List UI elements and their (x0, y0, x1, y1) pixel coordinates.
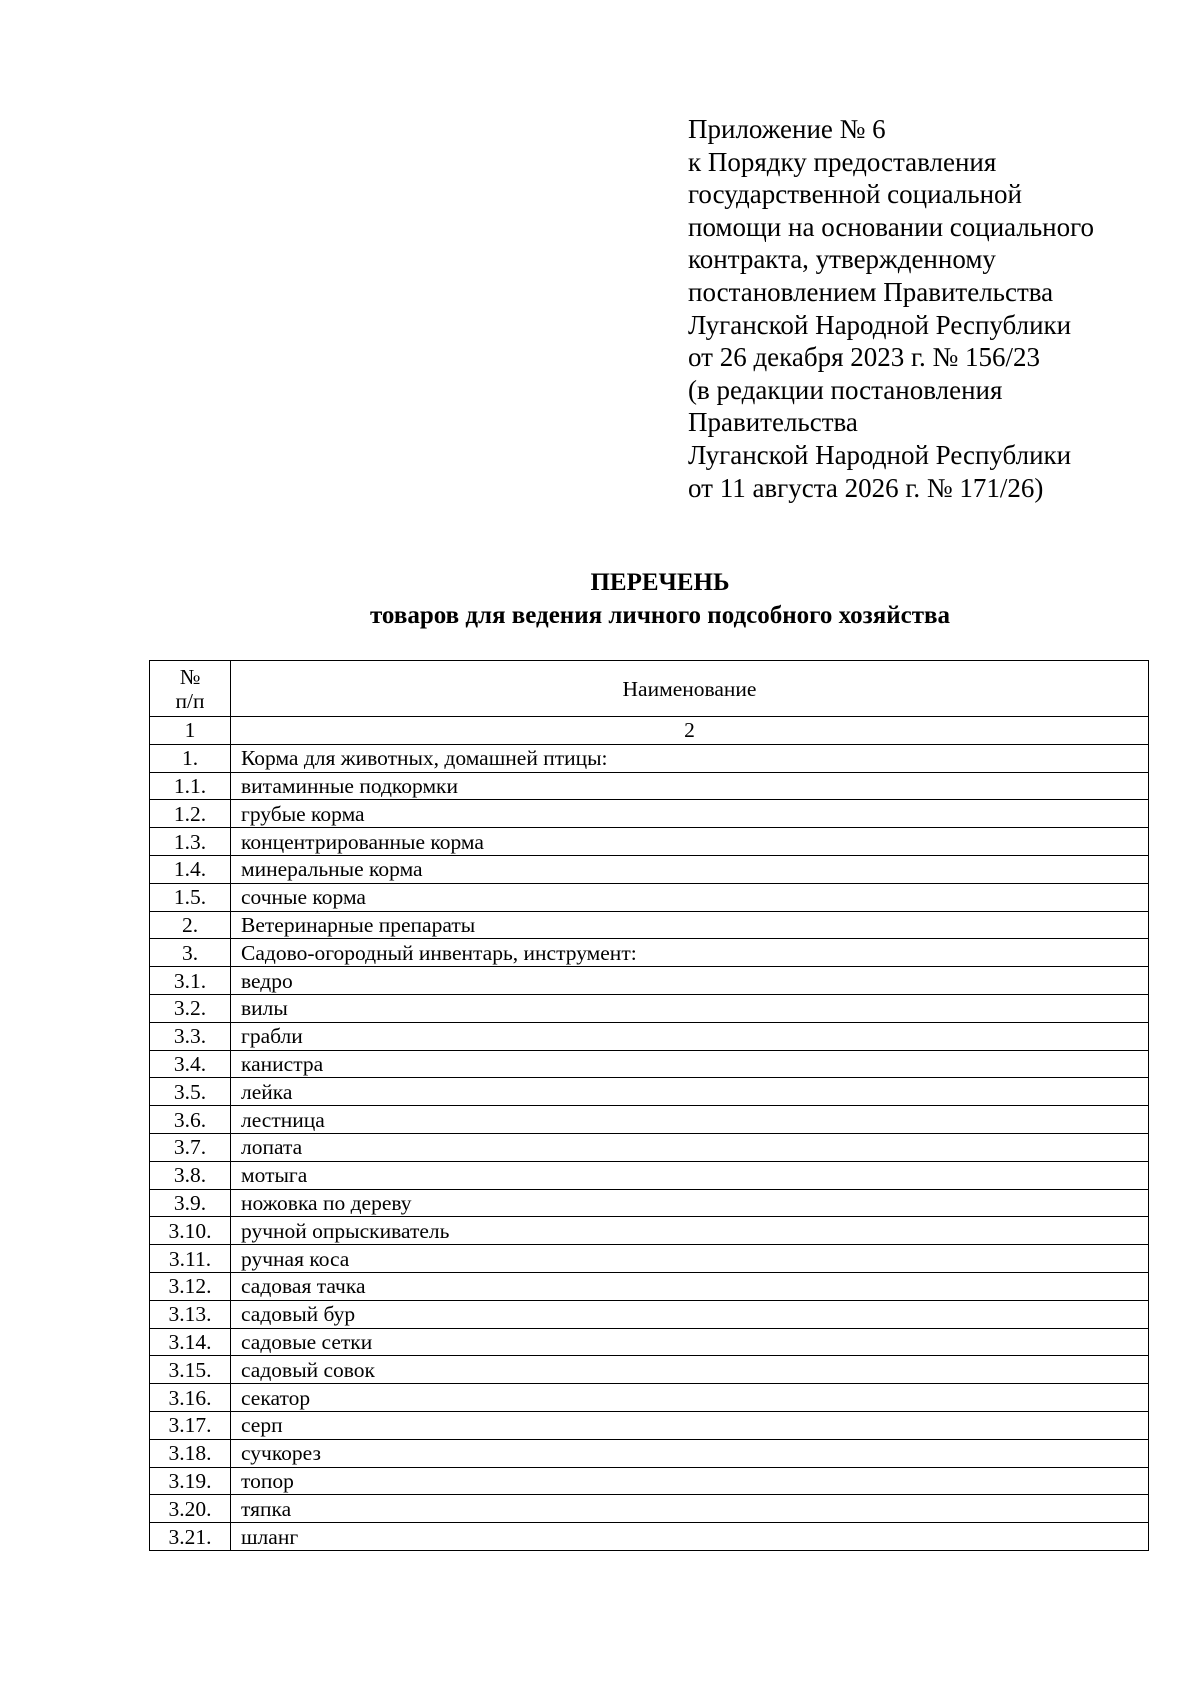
row-number: 3.4. (150, 1050, 231, 1078)
table-row (150, 1133, 1149, 1161)
table-body (150, 744, 1149, 1550)
table-row (150, 800, 1149, 828)
table-row (150, 1106, 1149, 1134)
row-number: 3.13. (150, 1300, 231, 1328)
table-row (150, 939, 1149, 967)
row-name: ручной опрыскиватель (231, 1217, 1149, 1245)
row-number: 3.11. (150, 1245, 231, 1273)
row-name: садовый совок (231, 1356, 1149, 1384)
row-name: садовые сетки (231, 1328, 1149, 1356)
row-name: ручная коса (231, 1245, 1149, 1273)
table-row (150, 883, 1149, 911)
index-col2: 2 (231, 717, 1149, 745)
row-number: 1.3. (150, 828, 231, 856)
row-name: топор (231, 1467, 1149, 1495)
row-number: 3.17. (150, 1411, 231, 1439)
row-number: 3.7. (150, 1133, 231, 1161)
table-row (150, 1300, 1149, 1328)
row-name: лейка (231, 1078, 1149, 1106)
row-number: 3.5. (150, 1078, 231, 1106)
document-title (0, 566, 1200, 632)
row-number: 3.18. (150, 1439, 231, 1467)
row-number: 3.10. (150, 1217, 231, 1245)
row-name: секатор (231, 1384, 1149, 1412)
row-number: 3.1. (150, 967, 231, 995)
table-row (150, 1523, 1149, 1551)
appendix-line: государственной социальной (688, 179, 1022, 210)
row-number: 1. (150, 744, 231, 772)
appendix-line: помощи на основании социального (688, 211, 1095, 242)
header-number-abbr: п/п (175, 688, 205, 713)
appendix-line: постановлением Правительства (688, 276, 1054, 307)
row-name: канистра (231, 1050, 1149, 1078)
row-name: концентрированные корма (231, 828, 1149, 856)
table-row (150, 1161, 1149, 1189)
row-name: садовая тачка (231, 1272, 1149, 1300)
row-number: 3.12. (150, 1272, 231, 1300)
row-number: 3.3. (150, 1022, 231, 1050)
row-name: витаминные подкормки (231, 772, 1149, 800)
row-number: 1.4. (150, 855, 231, 883)
appendix-line: Луганской Народной Республики (688, 309, 1072, 340)
header-number-sign: № (179, 664, 201, 689)
row-name: грубые корма (231, 800, 1149, 828)
row-name: ножовка по дереву (231, 1189, 1149, 1217)
row-number: 3.15. (150, 1356, 231, 1384)
table-row (150, 828, 1149, 856)
row-name: грабли (231, 1022, 1149, 1050)
row-number: 3.19. (150, 1467, 231, 1495)
index-col1: 1 (150, 717, 231, 745)
table-row (150, 1078, 1149, 1106)
table-row (150, 1189, 1149, 1217)
row-name: Садово-огородный инвентарь, инструмент: (231, 939, 1149, 967)
appendix-line: от 11 августа 2026 г. № 171/26) (688, 472, 1044, 503)
row-name: минеральные корма (231, 855, 1149, 883)
row-name: сучкорез (231, 1439, 1149, 1467)
table-header-row (150, 661, 1149, 717)
row-number: 3.9. (150, 1189, 231, 1217)
row-name: садовый бур (231, 1300, 1149, 1328)
row-name: лестница (231, 1106, 1149, 1134)
table-row (150, 911, 1149, 939)
row-name: лопата (231, 1133, 1149, 1161)
row-number: 3.21. (150, 1523, 231, 1551)
table-row (150, 1411, 1149, 1439)
table-row (150, 744, 1149, 772)
row-number: 3. (150, 939, 231, 967)
table-row (150, 855, 1149, 883)
table-index-row (150, 717, 1149, 745)
row-number: 1.5. (150, 883, 231, 911)
row-name: Корма для животных, домашней птицы: (231, 744, 1149, 772)
row-number: 2. (150, 911, 231, 939)
appendix-line: к Порядку предоставления (688, 146, 997, 177)
table-row (150, 1050, 1149, 1078)
table-row (150, 1328, 1149, 1356)
table-row (150, 1384, 1149, 1412)
title-heading: ПЕРЕЧЕНЬ (590, 569, 730, 596)
header-number (150, 661, 231, 717)
row-name: шланг (231, 1523, 1149, 1551)
table-row (150, 1217, 1149, 1245)
row-name: сочные корма (231, 883, 1149, 911)
row-number: 3.8. (150, 1161, 231, 1189)
table-row (150, 1245, 1149, 1273)
table-row (150, 1439, 1149, 1467)
row-name: вилы (231, 994, 1149, 1022)
goods-table (149, 660, 1149, 1551)
table-row (150, 1467, 1149, 1495)
appendix-reference (688, 113, 1168, 504)
appendix-line: контракта, утвержденному (688, 244, 996, 275)
row-number: 3.20. (150, 1495, 231, 1523)
row-number: 3.16. (150, 1384, 231, 1412)
appendix-line: Приложение № 6 (688, 114, 886, 144)
table-row (150, 994, 1149, 1022)
table-row (150, 1495, 1149, 1523)
title-subheading: товаров для ведения личного подсобного хозяйства (369, 602, 951, 629)
row-number: 3.6. (150, 1106, 231, 1134)
row-name: ведро (231, 967, 1149, 995)
appendix-line: от 26 декабря 2023 г. № 156/23 (688, 342, 1041, 373)
header-name: Наименование (231, 661, 1149, 717)
table-row (150, 1272, 1149, 1300)
row-name: серп (231, 1411, 1149, 1439)
row-name: тяпка (231, 1495, 1149, 1523)
row-number: 3.2. (150, 994, 231, 1022)
table-row (150, 1022, 1149, 1050)
row-name: Ветеринарные препараты (231, 911, 1149, 939)
appendix-line: (в редакции постановления (688, 374, 1003, 405)
row-name: мотыга (231, 1161, 1149, 1189)
row-number: 3.14. (150, 1328, 231, 1356)
row-number: 1.1. (150, 772, 231, 800)
table-row (150, 967, 1149, 995)
table-row (150, 772, 1149, 800)
row-number: 1.2. (150, 800, 231, 828)
appendix-line: Луганской Народной Республики (688, 439, 1072, 470)
appendix-line: Правительства (688, 407, 858, 438)
table-row (150, 1356, 1149, 1384)
